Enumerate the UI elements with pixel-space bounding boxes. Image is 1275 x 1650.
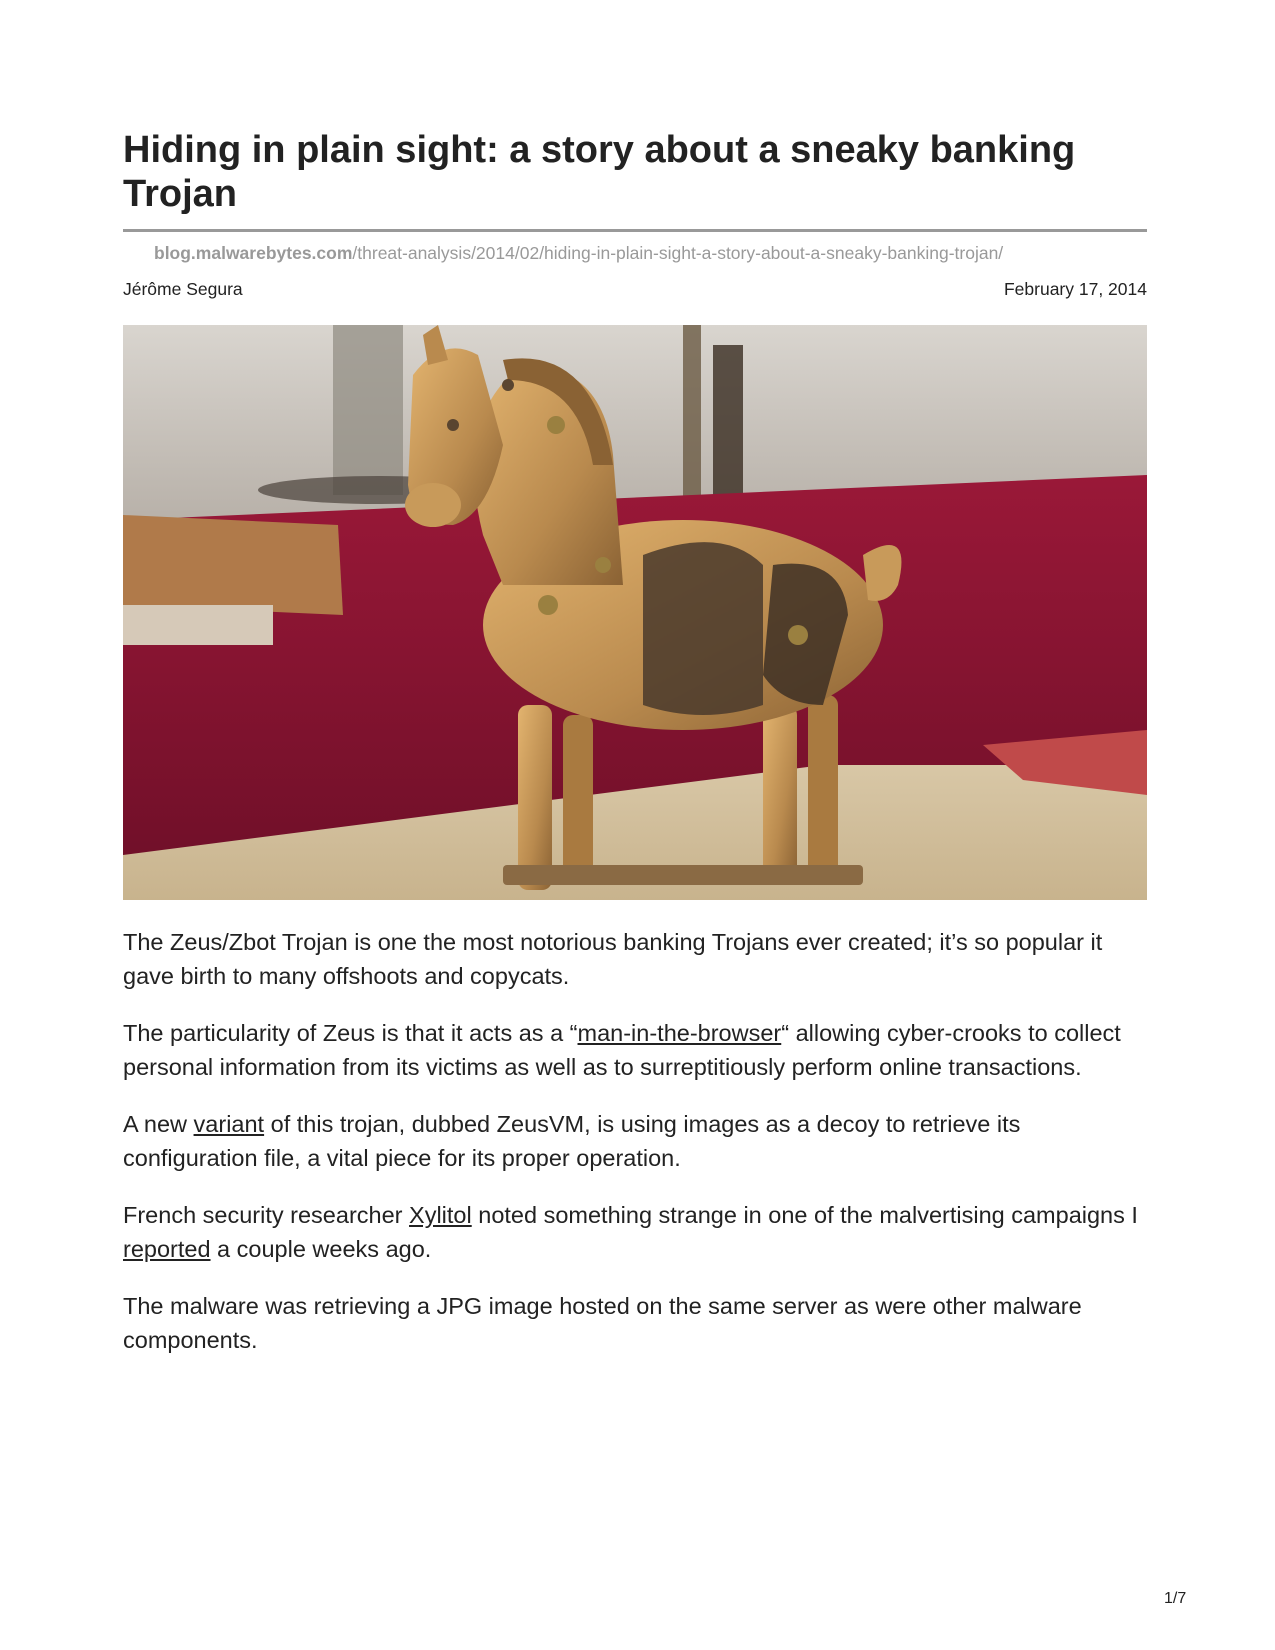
paragraph-5: The malware was retrieving a JPG image hosted on the same server as were other malware components. xyxy=(123,1293,1082,1353)
source-url[interactable] xyxy=(154,242,1147,264)
paragraph-2-text-b: “ allowing cyber-crooks to collect personal information from its victims as well as to surreptitiously perform online transactions. xyxy=(123,1020,1121,1080)
paragraph-3 xyxy=(123,1107,1147,1175)
link-xylitol[interactable]: Xylitol xyxy=(409,1202,472,1228)
paragraph-1: The Zeus/Zbot Trojan is one the most notorious banking Trojans ever created; it’s so popular it gave birth to many offshoots and copycats. xyxy=(123,929,1103,989)
link-variant[interactable]: variant xyxy=(193,1111,265,1137)
publish-date: February 17, 2014 xyxy=(1003,279,1147,299)
paragraph-2 xyxy=(123,1016,1147,1084)
title-divider xyxy=(123,229,1147,232)
hero-image-wooden-horse xyxy=(123,325,1147,900)
page-number: 1/7 xyxy=(1164,1590,1187,1607)
paragraph-4-text-c: a couple weeks ago. xyxy=(210,1236,432,1262)
source-domain: blog.malwarebytes.com xyxy=(154,243,353,263)
article-body xyxy=(123,925,1147,1357)
article-title: Hiding in plain sight: a story about a sneaky banking Trojan xyxy=(123,129,1076,215)
link-reported[interactable]: reported xyxy=(123,1236,211,1262)
wooden-horse-illustration xyxy=(123,325,1147,900)
article xyxy=(123,128,1147,1380)
paragraph-3-text-b: of this trojan, dubbed ZeusVM, is using images as a decoy to retrieve its configuration file, a vital piece for its proper operation. xyxy=(123,1111,1021,1171)
paragraph-4-text-b: noted something strange in one of the malvertising campaigns I xyxy=(471,1202,1138,1228)
paragraph-2-text-a: The particularity of Zeus is that it acts as a “ xyxy=(123,1020,578,1046)
article-meta xyxy=(123,278,1147,300)
source-path: /threat-analysis/2014/02/hiding-in-plain-sight-a-story-about-a-sneaky-banking-trojan/ xyxy=(352,243,1004,263)
paragraph-4 xyxy=(123,1198,1147,1266)
author: Jérôme Segura xyxy=(123,279,243,299)
paragraph-4-text-a: French security researcher xyxy=(123,1202,410,1228)
link-man-in-the-browser[interactable]: man-in-the-browser xyxy=(577,1020,782,1046)
paragraph-3-text-a: A new xyxy=(123,1111,194,1137)
